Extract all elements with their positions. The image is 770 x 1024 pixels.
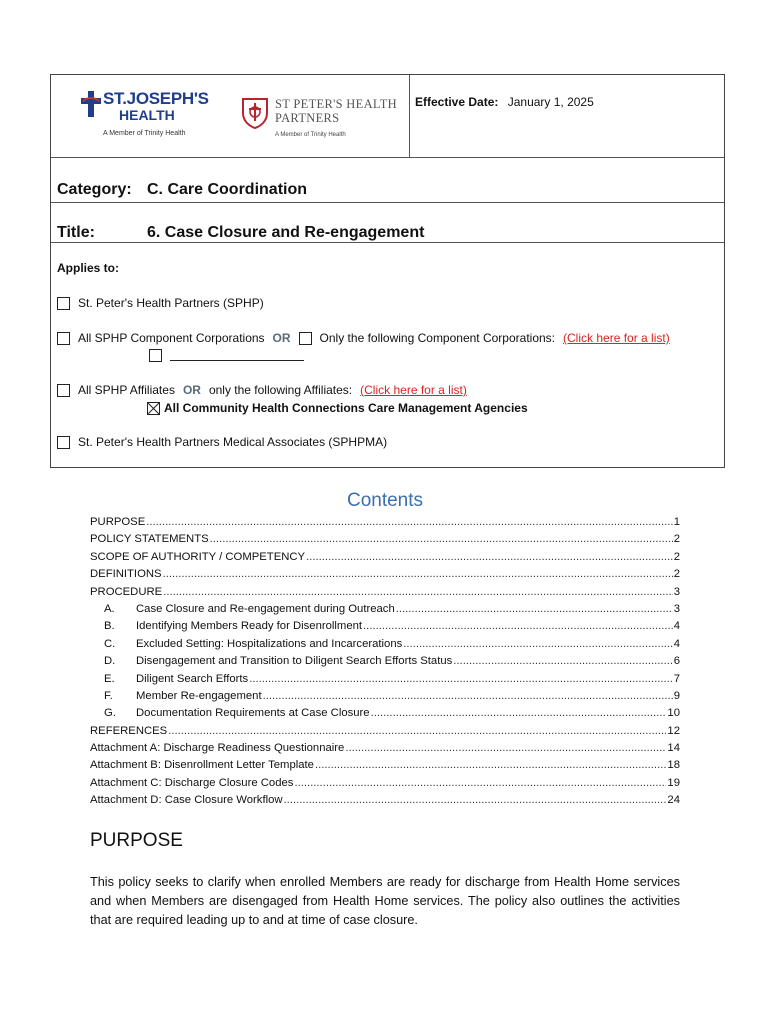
sphpma-checkbox[interactable] — [57, 436, 70, 449]
components-following-checkbox[interactable] — [299, 332, 312, 345]
toc-entry-label: Attachment A: Discharge Readiness Questionnaire — [90, 742, 345, 755]
toc-entry-leader — [453, 655, 672, 667]
contents-title: Contents — [346, 490, 424, 511]
toc-entry-page: 19 — [667, 776, 680, 789]
toc-entry-page: 18 — [667, 759, 680, 772]
chc-checkbox[interactable] — [147, 402, 160, 415]
chc-label: All Community Health Connections Care Management Agencies — [164, 401, 528, 415]
option-component-blank — [149, 349, 304, 362]
sj-logo-name: ST.JOSEPH'S — [103, 89, 209, 108]
toc-entry-label: Diligent Search Efforts — [136, 672, 249, 685]
toc-entry-page: 4 — [673, 637, 680, 650]
toc-entry[interactable] — [90, 707, 680, 724]
affiliates-checkbox[interactable] — [57, 384, 70, 397]
sp-logo-name-line2: PARTNERS — [275, 111, 340, 125]
component-blank-checkbox[interactable] — [149, 349, 162, 362]
toc-entry-page: 14 — [667, 742, 680, 755]
toc-entry-leader — [294, 777, 666, 789]
purpose-heading: PURPOSE — [90, 830, 183, 851]
header-row-title — [51, 202, 724, 243]
toc-entry-label: PROCEDURE — [90, 585, 163, 598]
components-label: All SPHP Component Corporations — [78, 331, 265, 345]
toc-entry[interactable] — [90, 638, 680, 655]
category-label: Category: — [57, 181, 132, 198]
toc-entry-leader — [168, 725, 666, 737]
components-or: OR — [272, 331, 291, 345]
affiliates-following-label: only the following Affiliates: — [208, 383, 353, 397]
components-list-link[interactable]: (Click here for a list) — [563, 331, 670, 345]
toc-entry-leader — [163, 586, 673, 598]
toc-entry-page: 3 — [673, 602, 680, 615]
sphp-checkbox[interactable] — [57, 297, 70, 310]
toc-entry-leader — [345, 742, 666, 754]
shield-icon — [241, 97, 269, 129]
category-value: C. Care Coordination — [147, 181, 308, 198]
toc-entry-label: Attachment D: Case Closure Workflow — [90, 794, 283, 807]
toc-entry-label: Identifying Members Ready for Disenrollment — [136, 620, 363, 633]
policy-header-table — [50, 74, 725, 468]
toc-entry-label: Documentation Requirements at Case Closure — [136, 707, 370, 720]
toc-entry-label: DEFINITIONS — [90, 568, 162, 581]
toc-entry-page: 24 — [667, 794, 680, 807]
toc-entry[interactable] — [90, 516, 680, 533]
toc-entry-page: 4 — [673, 620, 680, 633]
sphp-label: St. Peter's Health Partners (SPHP) — [78, 296, 264, 310]
header-row-logos — [51, 75, 724, 158]
option-sphpma — [57, 435, 387, 449]
toc-entry-letter: F. — [104, 689, 113, 702]
toc-entry[interactable] — [90, 533, 680, 550]
toc-entry-page: 6 — [673, 655, 680, 668]
toc-entry-leader — [315, 759, 666, 771]
logos-cell — [51, 75, 410, 157]
effective-date-label: Effective Date: — [415, 95, 499, 109]
toc-entry-leader — [263, 690, 673, 702]
toc-entry[interactable] — [90, 742, 680, 759]
toc-entry-leader — [210, 533, 673, 545]
toc-entry-label: Attachment B: Disenrollment Letter Template — [90, 759, 314, 772]
toc-entry-page: 1 — [673, 516, 680, 528]
applies-to-label: Applies to: — [57, 261, 119, 275]
toc-entry[interactable] — [90, 673, 680, 690]
toc-entry-letter: G. — [104, 707, 116, 720]
sp-logo-name-line1: ST PETER'S HEALTH — [275, 97, 397, 111]
toc-entry-label: Case Closure and Re-engagement during Outreach — [136, 602, 395, 615]
sj-logo-tagline: A Member of Trinity Health — [103, 130, 186, 137]
option-affiliates — [57, 383, 467, 397]
toc-entry-label: SCOPE OF AUTHORITY / COMPETENCY — [90, 550, 306, 563]
toc-entry-label: Excluded Setting: Hospitalizations and Incarcerations — [136, 637, 403, 650]
sp-logo-tagline: A Member of Trinity Health — [275, 132, 346, 138]
toc-entry-label: REFERENCES — [90, 724, 168, 737]
table-of-contents — [90, 516, 680, 812]
components-checkbox[interactable] — [57, 332, 70, 345]
toc-entry[interactable] — [90, 551, 680, 568]
toc-entry-page: 10 — [667, 707, 680, 720]
toc-entry-leader — [363, 620, 673, 632]
toc-entry-letter: A. — [104, 602, 115, 615]
option-sphp — [57, 296, 264, 310]
toc-entry[interactable] — [90, 725, 680, 742]
toc-entry[interactable] — [90, 794, 680, 811]
component-blank-line — [170, 351, 304, 361]
option-components — [57, 331, 670, 345]
toc-entry[interactable] — [90, 603, 680, 620]
toc-entry-leader — [371, 707, 667, 719]
toc-entry-label: POLICY STATEMENTS — [90, 533, 209, 546]
header-row-category — [51, 157, 724, 203]
cross-icon — [81, 91, 101, 117]
toc-entry-leader — [163, 568, 673, 580]
toc-entry-letter: D. — [104, 655, 116, 668]
toc-entry-page: 2 — [673, 550, 680, 563]
toc-entry[interactable] — [90, 620, 680, 637]
toc-entry-page: 9 — [673, 689, 680, 702]
toc-entry-label: Attachment C: Discharge Closure Codes — [90, 776, 294, 789]
title-value: 6. Case Closure and Re-engagement — [147, 224, 425, 241]
components-following-label: Only the following Component Corporations: — [319, 331, 556, 345]
toc-entry-letter: B. — [104, 620, 115, 633]
toc-entry[interactable] — [90, 586, 680, 603]
toc-entry-page: 3 — [673, 585, 680, 598]
toc-entry-leader — [249, 673, 673, 685]
toc-entry[interactable] — [90, 759, 680, 776]
title-label: Title: — [57, 224, 95, 241]
toc-entry-leader — [306, 551, 673, 563]
toc-entry-page: 12 — [667, 724, 680, 737]
toc-entry-leader — [396, 603, 673, 615]
effective-date-value: January 1, 2025 — [507, 95, 594, 109]
toc-entry-page: 7 — [673, 672, 680, 685]
toc-entry[interactable] — [90, 690, 680, 707]
toc-entry[interactable] — [90, 568, 680, 585]
effective-date — [415, 95, 594, 109]
toc-entry-label: Disengagement and Transition to Diligent Search Efforts Status — [136, 655, 453, 668]
affiliates-label: All SPHP Affiliates — [78, 383, 175, 397]
toc-entry-letter: C. — [104, 637, 116, 650]
toc-entry-label: PURPOSE — [90, 516, 146, 528]
sphpma-label: St. Peter's Health Partners Medical Associates (SPHPMA) — [78, 435, 388, 449]
affiliates-or: OR — [182, 383, 201, 397]
toc-entry-letter: E. — [104, 672, 115, 685]
toc-entry-leader — [403, 638, 672, 650]
toc-entry-page: 2 — [673, 568, 680, 581]
toc-entry-leader — [284, 794, 667, 806]
toc-entry[interactable] — [90, 655, 680, 672]
affiliates-list-link[interactable]: (Click here for a list) — [360, 383, 467, 397]
toc-entry-leader — [146, 516, 672, 528]
toc-entry-label: Member Re-engagement — [136, 689, 262, 702]
purpose-text: This policy seeks to clarify when enrolled Members are ready for discharge from Health Home services and when Members are disengaged from Health Home services. The policy also outlines the activities that are required leading up to and at time of case closure. — [90, 875, 680, 928]
toc-entry-page: 2 — [673, 533, 680, 546]
toc-entry[interactable] — [90, 777, 680, 794]
sj-logo-health: HEALTH — [119, 107, 175, 123]
option-chc — [147, 401, 528, 415]
